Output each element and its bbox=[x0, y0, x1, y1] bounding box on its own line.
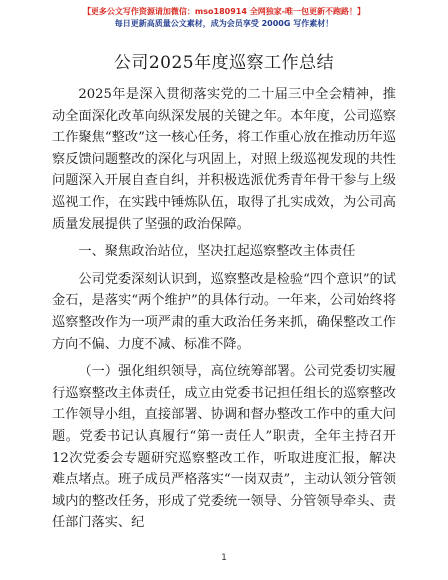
body-paragraph: 公司党委深刻认识到，巡察整改是检验“四个意识”的试金石，是落实“两个维护”的具体行动。一年来，公司始终将巡察整改作为一项严肃的重大政治任务来抓，确保整改工作方向不偏、力度不减、标准不降。 bbox=[52, 271, 396, 352]
promo-banner-line-1: 【更多公文写作资源请加微信：mso180914 全网独家-唯一包更新不跑路！】 bbox=[82, 7, 366, 16]
intro-paragraph: 2025年是深入贯彻落实党的二十届三中全会精神，推动全面深化改革向纵深发展的关键之年。本年度，公司巡察工作聚焦“整改”这一核心任务，将工作重心放在推动历年巡察反馈问题整改的深化与巩固上，对照上级巡视发现的共性问题深入开展自查自纠，并积极选派优秀青年骨干参与上级巡视工作，在实践中锤炼队伍，取得了扎实成效，为公司高质量发展提供了坚强的政治保障。 bbox=[52, 87, 396, 232]
promo-banner-line-2: 每日更新高质量公文素材，成为会员享受 2000G 写作素材！ bbox=[114, 19, 334, 28]
document-body bbox=[52, 84, 396, 534]
body-paragraph: （一）强化组织领导，高位统筹部署。公司党委切实履行巡察整改主体责任，成立由党委书记担任组长的巡察整改工作领导小组，直接部署、协调和督办整改工作中的重大问题。党委书记认真履行“第一责任人”职责，全年主持召开12次党委会专题研究巡察整改工作，听取进度汇报，解决难点堵点。班子成员严格落实“一岗双责”，主动认领分管领域内的整改任务，形成了党委统一领导、分管领导牵头、责任部门落实、纪 bbox=[52, 364, 396, 531]
document-title: 公司2025年度巡察工作总结 bbox=[113, 53, 335, 73]
page-number: 1 bbox=[221, 553, 227, 563]
promo-banner bbox=[52, 6, 396, 30]
section-heading-1: 一、聚焦政治站位，坚决扛起巡察整改主体责任 bbox=[78, 244, 356, 260]
